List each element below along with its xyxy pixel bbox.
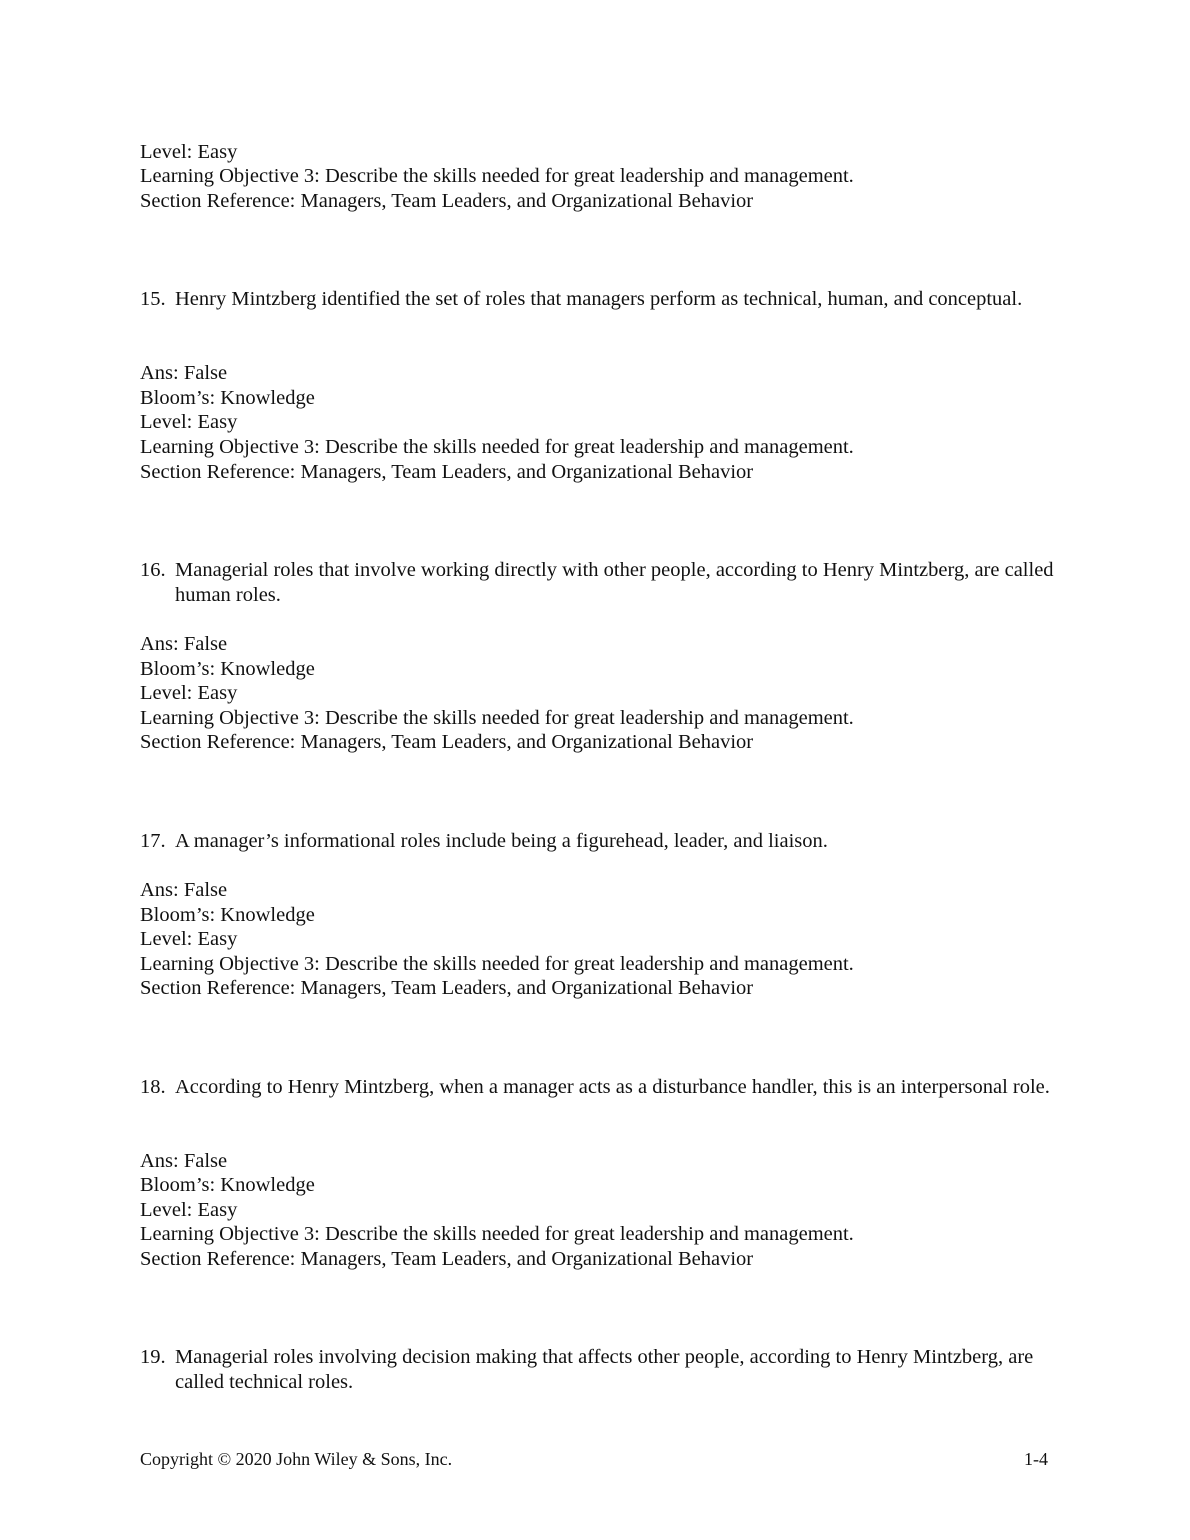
section-reference: Section Reference: Managers, Team Leaders, and Organizational Behavior (140, 1248, 754, 1270)
level: Level: Easy (140, 682, 238, 704)
answer: Ans: False (140, 362, 228, 384)
level: Level: Easy (140, 928, 238, 950)
blooms: Bloom’s: Knowledge (140, 658, 315, 680)
question-number: 19. (140, 1346, 166, 1368)
section-reference: Section Reference: Managers, Team Leaders, and Organizational Behavior (140, 731, 754, 753)
footer-copyright: Copyright © 2020 John Wiley & Sons, Inc. (140, 1449, 453, 1469)
blooms: Bloom’s: Knowledge (140, 387, 315, 409)
blooms: Bloom’s: Knowledge (140, 904, 315, 926)
learning-objective: Learning Objective 3: Describe the skills needed for great leadership and management. (140, 436, 854, 458)
blooms: Bloom’s: Knowledge (140, 1174, 315, 1196)
top-learning-objective: Learning Objective 3: Describe the skills needed for great leadership and management. (140, 165, 854, 187)
question-text: A manager’s informational roles include being a figurehead, leader, and liaison. (175, 830, 828, 852)
top-level: Level: Easy (140, 141, 238, 163)
question-number: 15. (140, 288, 166, 310)
question-text: Managerial roles involving decision making that affects other people, according to Henry Mintzberg, are called technical roles. (175, 1346, 1034, 1393)
section-reference: Section Reference: Managers, Team Leaders, and Organizational Behavior (140, 977, 754, 999)
question-number: 17. (140, 830, 166, 852)
section-reference: Section Reference: Managers, Team Leaders, and Organizational Behavior (140, 461, 754, 483)
learning-objective: Learning Objective 3: Describe the skills needed for great leadership and management. (140, 1223, 854, 1245)
question-number: 18. (140, 1076, 166, 1098)
footer-page-number: 1-4 (1024, 1449, 1048, 1469)
learning-objective: Learning Objective 3: Describe the skills needed for great leadership and management. (140, 953, 854, 975)
question-number: 16. (140, 559, 166, 581)
answer: Ans: False (140, 633, 228, 655)
level: Level: Easy (140, 411, 238, 433)
answer: Ans: False (140, 879, 228, 901)
level: Level: Easy (140, 1199, 238, 1221)
question-text: Managerial roles that involve working directly with other people, according to Henry Mintzberg, are called human roles. (175, 559, 1054, 606)
question-text: According to Henry Mintzberg, when a manager acts as a disturbance handler, this is an interpersonal role. (175, 1076, 1050, 1098)
question-text: Henry Mintzberg identified the set of roles that managers perform as technical, human, and conceptual. (175, 288, 1023, 310)
learning-objective: Learning Objective 3: Describe the skills needed for great leadership and management. (140, 707, 854, 729)
top-section-reference: Section Reference: Managers, Team Leaders, and Organizational Behavior (140, 190, 754, 212)
answer: Ans: False (140, 1150, 228, 1172)
